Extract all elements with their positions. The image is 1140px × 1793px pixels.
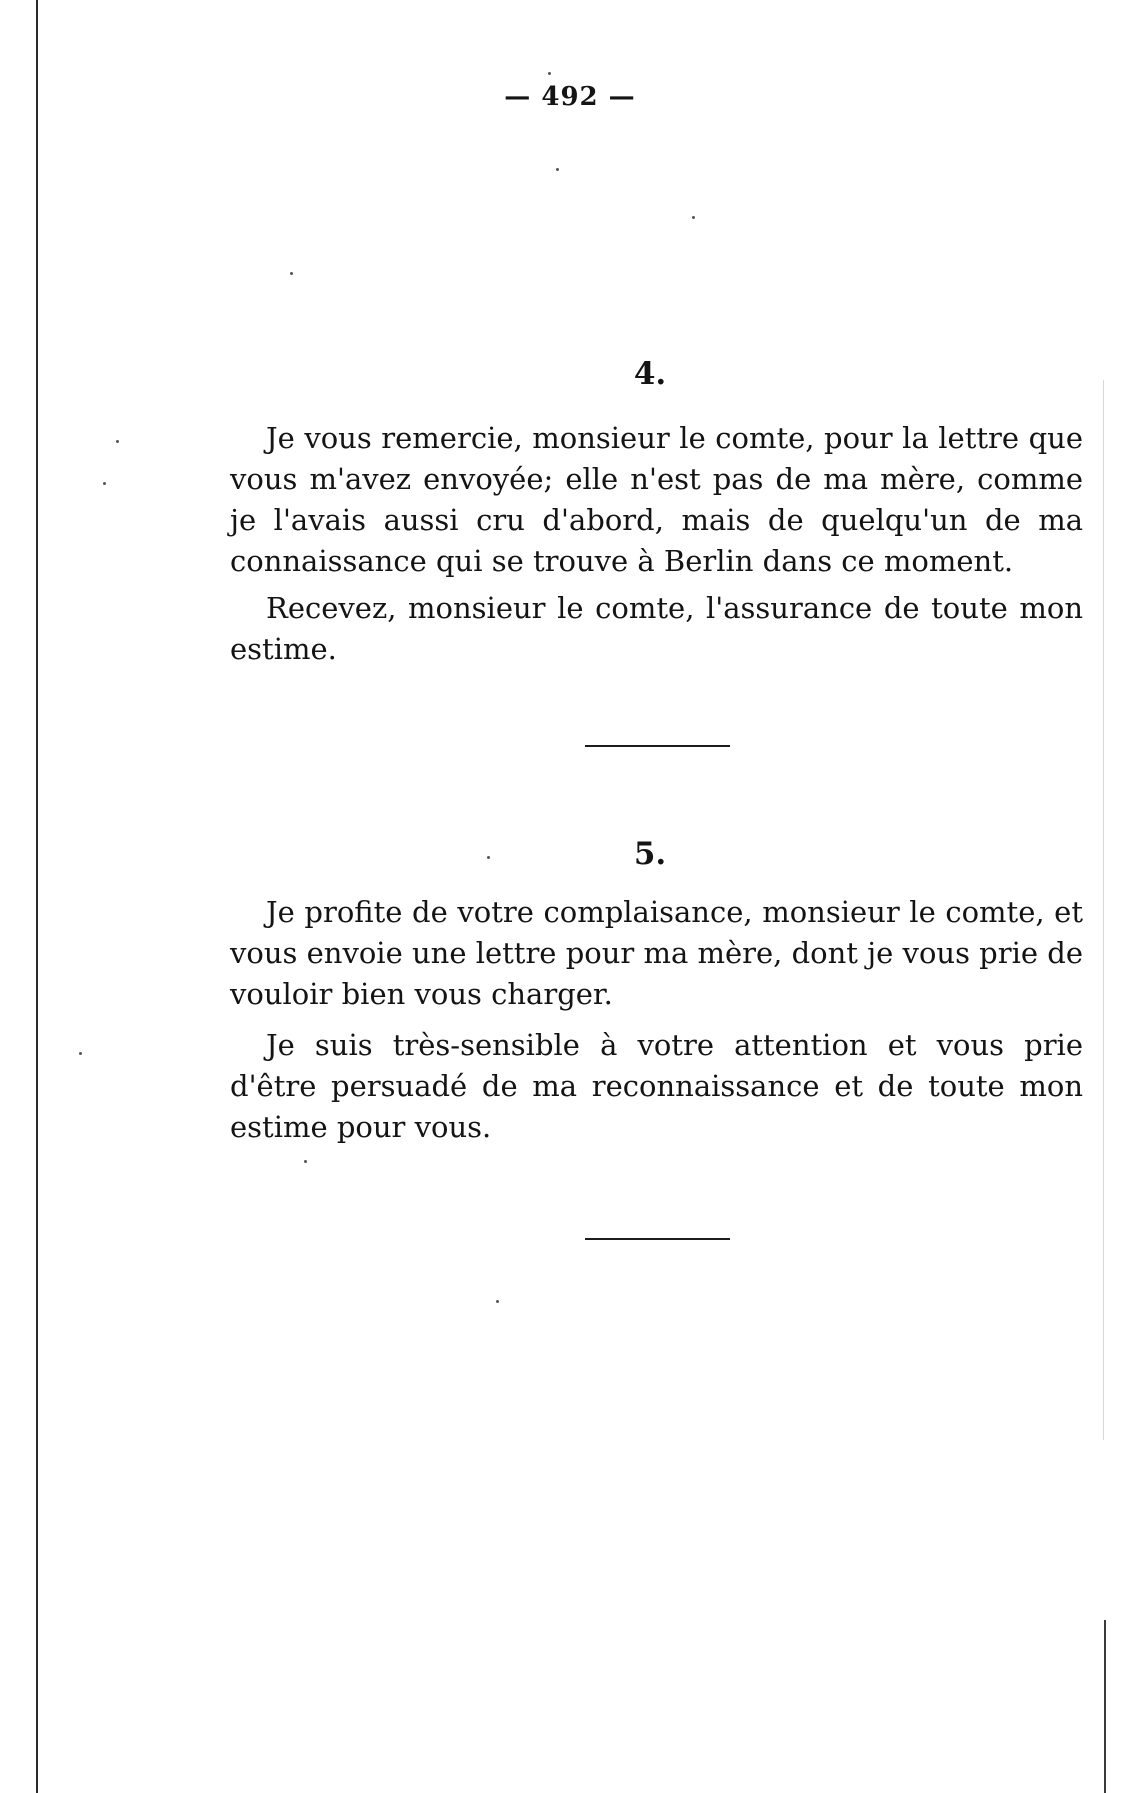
page-number: — 492 — <box>504 82 636 112</box>
scan-speck <box>116 440 119 443</box>
letter-5-number: 5. <box>633 836 667 872</box>
scan-right-edge-faint <box>1103 380 1104 1440</box>
scan-speck <box>692 216 695 219</box>
section-divider-1 <box>585 745 730 747</box>
scan-speck <box>496 1300 499 1303</box>
letter-4-body <box>230 418 1083 670</box>
scan-speck <box>304 1160 307 1163</box>
scan-speck <box>548 72 551 75</box>
letter-5-paragraph-1: Je profite de votre complaisance, monsieur le comte, et vous envoie une lettre pour ma mère, dont je vous prie de vouloir bien vous charger. <box>230 895 1083 1011</box>
letter-4-paragraph-2: Recevez, monsieur le comte, l'assurance de toute mon estime. <box>230 591 1083 666</box>
scan-speck <box>103 482 106 485</box>
letter-5-body <box>230 892 1083 1148</box>
scan-right-edge <box>1104 1620 1106 1793</box>
letter-5-paragraph-2: Je suis très-sensible à votre attention et vous prie d'être persuadé de ma reconnaissance et de toute mon estime pour vous. <box>230 1028 1083 1144</box>
letter-4-paragraph-1: Je vous remercie, monsieur le comte, pour la lettre que vous m'avez envoyée; elle n'est pas de ma mère, comme je l'avais aussi cru d'abord, mais de quelqu'un de ma connaissance qui se trouve à Berlin dans ce moment. <box>230 421 1083 578</box>
scan-speck <box>556 168 559 171</box>
scan-speck <box>290 272 293 275</box>
letter-4-number: 4. <box>633 356 667 392</box>
scan-left-edge <box>36 0 38 1793</box>
scan-speck <box>79 1052 82 1055</box>
scan-speck <box>487 856 490 859</box>
section-divider-2 <box>585 1238 730 1240</box>
